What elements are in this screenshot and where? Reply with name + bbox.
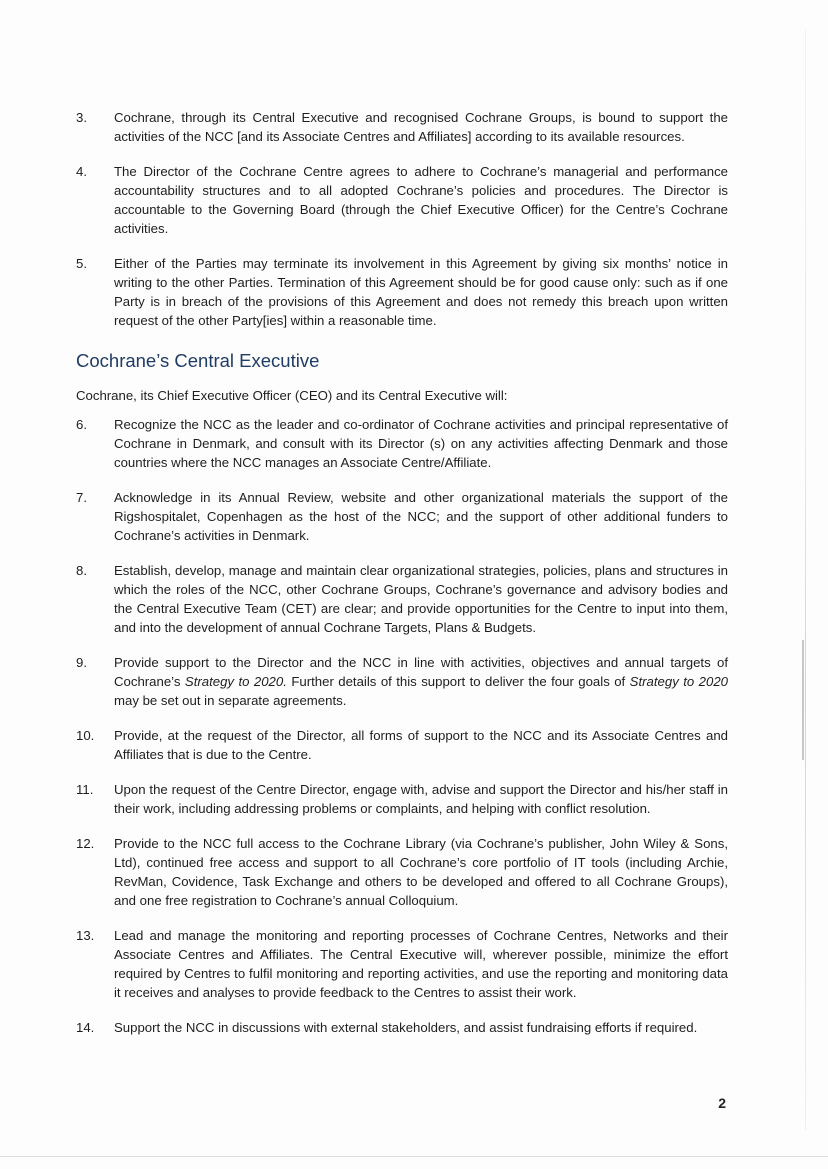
clause-5	[76, 254, 728, 330]
clause-text: Upon the request of the Centre Director, engage with, advise and support the Director and his/her staff in their work, including addressing problems or complaints, and helping with conflict resolution.	[114, 782, 728, 816]
clause-number: 7.	[76, 490, 87, 505]
page-number: 2	[718, 1095, 726, 1111]
clause-text: Recognize the NCC as the leader and co-ordinator of Cochrane activities and principal representative of Cochrane in Denmark, and consult with its Director (s) on any activities affecting Denmark and those countries where the NCC manages an Associate Centre/Affiliate.	[114, 417, 728, 470]
clause-6	[76, 415, 728, 472]
clause-text: Support the NCC in discussions with external stakeholders, and assist fundraising efforts if required.	[114, 1020, 698, 1035]
clause-text: Lead and manage the monitoring and reporting processes of Cochrane Centres, Networks and their Associate Centres and Affiliates. The Central Executive will, wherever possible, minimize the effort required by Centres to fulfil monitoring and reporting activities, and use the reporting and monitoring data it receives and analyses to provide feedback to the Centres to assist their work.	[114, 928, 728, 1000]
strategy-title: Strategy to 2020.	[184, 674, 287, 689]
clause-number: 8.	[76, 563, 87, 578]
clause-number: 14.	[76, 1020, 95, 1035]
clause-number: 5.	[76, 256, 87, 271]
clause-number: 3.	[76, 110, 87, 125]
clause-8	[76, 561, 728, 637]
clause-number: 10.	[76, 728, 95, 743]
clause-text: Cochrane, through its Central Executive and recognised Cochrane Groups, is bound to support the activities of the NCC [and its Associate Centres and Affiliates] according to its available resources.	[114, 110, 728, 144]
clause-4	[76, 162, 728, 238]
clause-number: 13.	[76, 928, 95, 943]
clause-text: Establish, develop, manage and maintain clear organizational strategies, policies, plans and structures in which the roles of the NCC, other Cochrane Groups, Cochrane’s governance and advisory bodies and the Central Executive Team (CET) are clear; and provide opportunities for the Centre to input into them, and into the development of annual Cochrane Targets, Plans & Budgets.	[114, 563, 728, 635]
clause-10	[76, 726, 728, 764]
clause-text: Provide, at the request of the Director, all forms of support to the NCC and its Associate Centres and Affiliates that is due to the Centre.	[114, 728, 728, 762]
document-body	[76, 108, 728, 1053]
clause-text-part: may be set out in separate agreements.	[114, 693, 347, 708]
clause-text-part: Further details of this support to deliver the four goals of	[286, 674, 630, 689]
section-heading: Cochrane’s Central Executive	[76, 350, 320, 371]
strategy-title: Strategy to 2020	[629, 674, 728, 689]
scan-mark	[802, 640, 804, 760]
clause-13	[76, 926, 728, 1002]
clause-7	[76, 488, 728, 545]
scan-bottom-line	[0, 1156, 828, 1157]
clause-text: Provide to the NCC full access to the Cochrane Library (via Cochrane’s publisher, John Wiley & Sons, Ltd), continued free access and support to all Cochrane’s core portfolio of IT tools (including Archie, RevMan, Covidence, Task Exchange and others to be developed and offered to all Cochrane Groups), and one free registration to Cochrane’s annual Colloquium.	[114, 836, 728, 908]
clause-9	[76, 653, 728, 710]
clause-number: 11.	[76, 782, 94, 797]
clause-3	[76, 108, 728, 146]
clause-number: 9.	[76, 655, 87, 670]
clause-text	[114, 653, 728, 710]
clause-number: 6.	[76, 417, 87, 432]
clause-14	[76, 1018, 728, 1037]
clause-text-part: Provide support to the Director and the NCC in line with activities, objectives and annual targets of Cochrane’s	[114, 655, 728, 689]
clause-text: Either of the Parties may terminate its involvement in this Agreement by giving six months’ notice in writing to the other Parties. Termination of this Agreement should be for good cause only: such as if one Party is in breach of the provisions of this Agreement and does not remedy this breach upon written request of the other Party[ies] within a reasonable time.	[114, 256, 728, 328]
clause-11	[76, 780, 728, 818]
clause-12	[76, 834, 728, 910]
clause-number: 4.	[76, 164, 87, 179]
clause-text: Acknowledge in its Annual Review, website and other organizational materials the support of the Rigshospitalet, Copenhagen as the host of the NCC; and the support of other additional funders to Cochrane’s activities in Denmark.	[114, 490, 728, 543]
section-intro: Cochrane, its Chief Executive Officer (CEO) and its Central Executive will:	[76, 388, 508, 403]
clause-text: The Director of the Cochrane Centre agrees to adhere to Cochrane’s managerial and performance accountability structures and to all adopted Cochrane’s policies and procedures. The Director is accountable to the Governing Board (through the Chief Executive Officer) for the Centre’s Cochrane activities.	[114, 164, 728, 236]
clause-number: 12.	[76, 836, 95, 851]
scan-edge-line	[805, 30, 806, 1130]
